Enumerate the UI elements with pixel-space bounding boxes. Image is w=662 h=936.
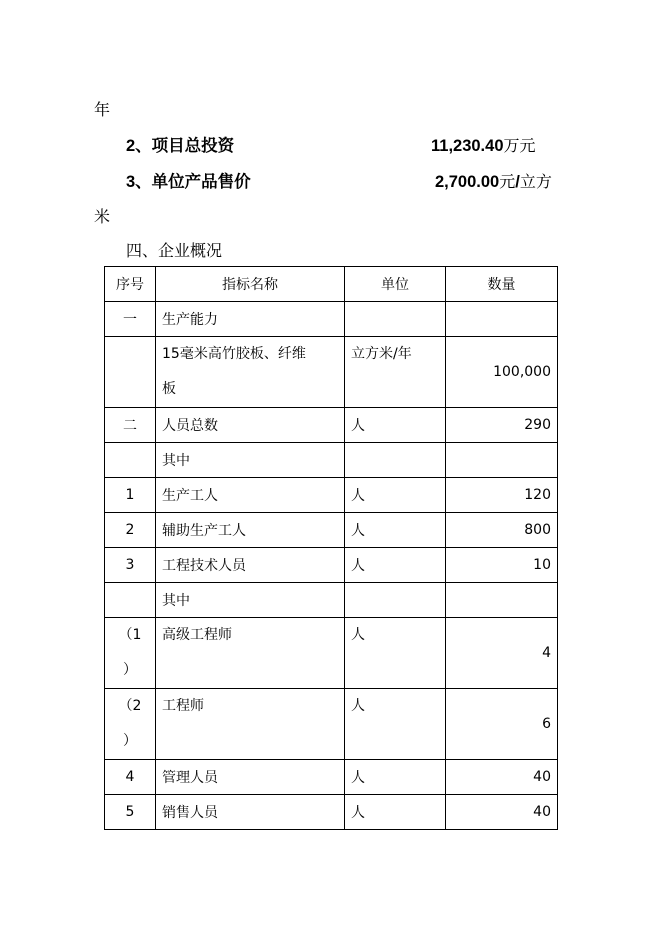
- item2-label: [126, 136, 234, 156]
- row-name: 其中: [156, 583, 345, 618]
- row-no-line2: ）: [123, 662, 137, 678]
- enterprise-overview-table: [104, 266, 558, 830]
- row-qty: [446, 583, 558, 618]
- item3-label: [126, 172, 251, 192]
- table-row: [105, 760, 558, 795]
- row-no: [105, 337, 156, 408]
- row-unit: [345, 443, 446, 478]
- text-line-mi: 米: [94, 207, 111, 226]
- item3-unit-a: 元: [499, 172, 516, 191]
- row-name: 高级工程师: [156, 618, 345, 689]
- table-row: [105, 548, 558, 583]
- item3-label-text: 3、单位产品售价: [126, 173, 251, 191]
- row-no: [105, 689, 156, 760]
- row-unit: 立方米/年: [345, 337, 446, 408]
- item2-value: 11,230.40: [431, 137, 504, 155]
- row-name: 人员总数: [156, 408, 345, 443]
- row-name: 生产能力: [156, 302, 345, 337]
- row-qty: 40: [446, 795, 558, 830]
- header-name: 指标名称: [156, 267, 345, 302]
- row-name: 管理人员: [156, 760, 345, 795]
- table-row: [105, 583, 558, 618]
- table-row: [105, 513, 558, 548]
- row-name: 其中: [156, 443, 345, 478]
- row-no: 2: [105, 513, 156, 548]
- row-unit: 人: [345, 478, 446, 513]
- row-unit: [345, 583, 446, 618]
- row-unit: 人: [345, 513, 446, 548]
- row-unit: 人: [345, 408, 446, 443]
- table-row: [105, 337, 558, 408]
- row-qty: 10: [446, 548, 558, 583]
- row-no: [105, 618, 156, 689]
- row-name: 生产工人: [156, 478, 345, 513]
- row-name-line2: 板: [162, 381, 176, 397]
- row-no: 5: [105, 795, 156, 830]
- row-no: 一: [105, 302, 156, 337]
- row-unit: 人: [345, 795, 446, 830]
- row-qty: [446, 302, 558, 337]
- item2-unit: 万元: [503, 136, 536, 155]
- row-unit: 人: [345, 618, 446, 689]
- header-unit: 单位: [345, 267, 446, 302]
- row-name: 销售人员: [156, 795, 345, 830]
- row-no: 二: [105, 408, 156, 443]
- item3-unit-b: 立方: [519, 172, 552, 191]
- row-no-line1: （2: [118, 698, 142, 714]
- row-name: 辅助生产工人: [156, 513, 345, 548]
- table-row: [105, 408, 558, 443]
- row-qty: [446, 443, 558, 478]
- table-row: [105, 443, 558, 478]
- table-header-row: [105, 267, 558, 302]
- row-no: 4: [105, 760, 156, 795]
- row-no-line1: （1: [118, 627, 142, 643]
- row-unit: [345, 302, 446, 337]
- row-qty: 4: [446, 618, 558, 689]
- table-row: [105, 689, 558, 760]
- item3-value: 2,700.00: [435, 173, 500, 191]
- row-no-line2: ）: [123, 733, 137, 749]
- row-qty: 290: [446, 408, 558, 443]
- row-no: 3: [105, 548, 156, 583]
- row-qty: 120: [446, 478, 558, 513]
- row-unit: 人: [345, 760, 446, 795]
- row-name: 工程技术人员: [156, 548, 345, 583]
- section-title: 四、企业概况: [126, 241, 223, 260]
- row-unit: 人: [345, 548, 446, 583]
- table-row: [105, 618, 558, 689]
- item3-value-line: [435, 172, 552, 192]
- row-no: 1: [105, 478, 156, 513]
- table-row: [105, 302, 558, 337]
- row-qty: 6: [446, 689, 558, 760]
- row-qty: 800: [446, 513, 558, 548]
- row-qty: 40: [446, 760, 558, 795]
- item3-slash: /: [515, 173, 520, 191]
- text-line-year: 年: [94, 100, 111, 119]
- row-no: [105, 443, 156, 478]
- item2-label-text: 2、项目总投资: [126, 137, 235, 155]
- table-row: [105, 478, 558, 513]
- row-name: 工程师: [156, 689, 345, 760]
- row-name-line1: 15毫米高竹胶板、纤维: [162, 346, 306, 362]
- header-no: 序号: [105, 267, 156, 302]
- row-qty: 100,000: [446, 337, 558, 408]
- table-row: [105, 795, 558, 830]
- row-no: [105, 583, 156, 618]
- row-unit: 人: [345, 689, 446, 760]
- item2-value-line: [431, 136, 536, 156]
- header-qty: 数量: [446, 267, 558, 302]
- row-name: [156, 337, 345, 408]
